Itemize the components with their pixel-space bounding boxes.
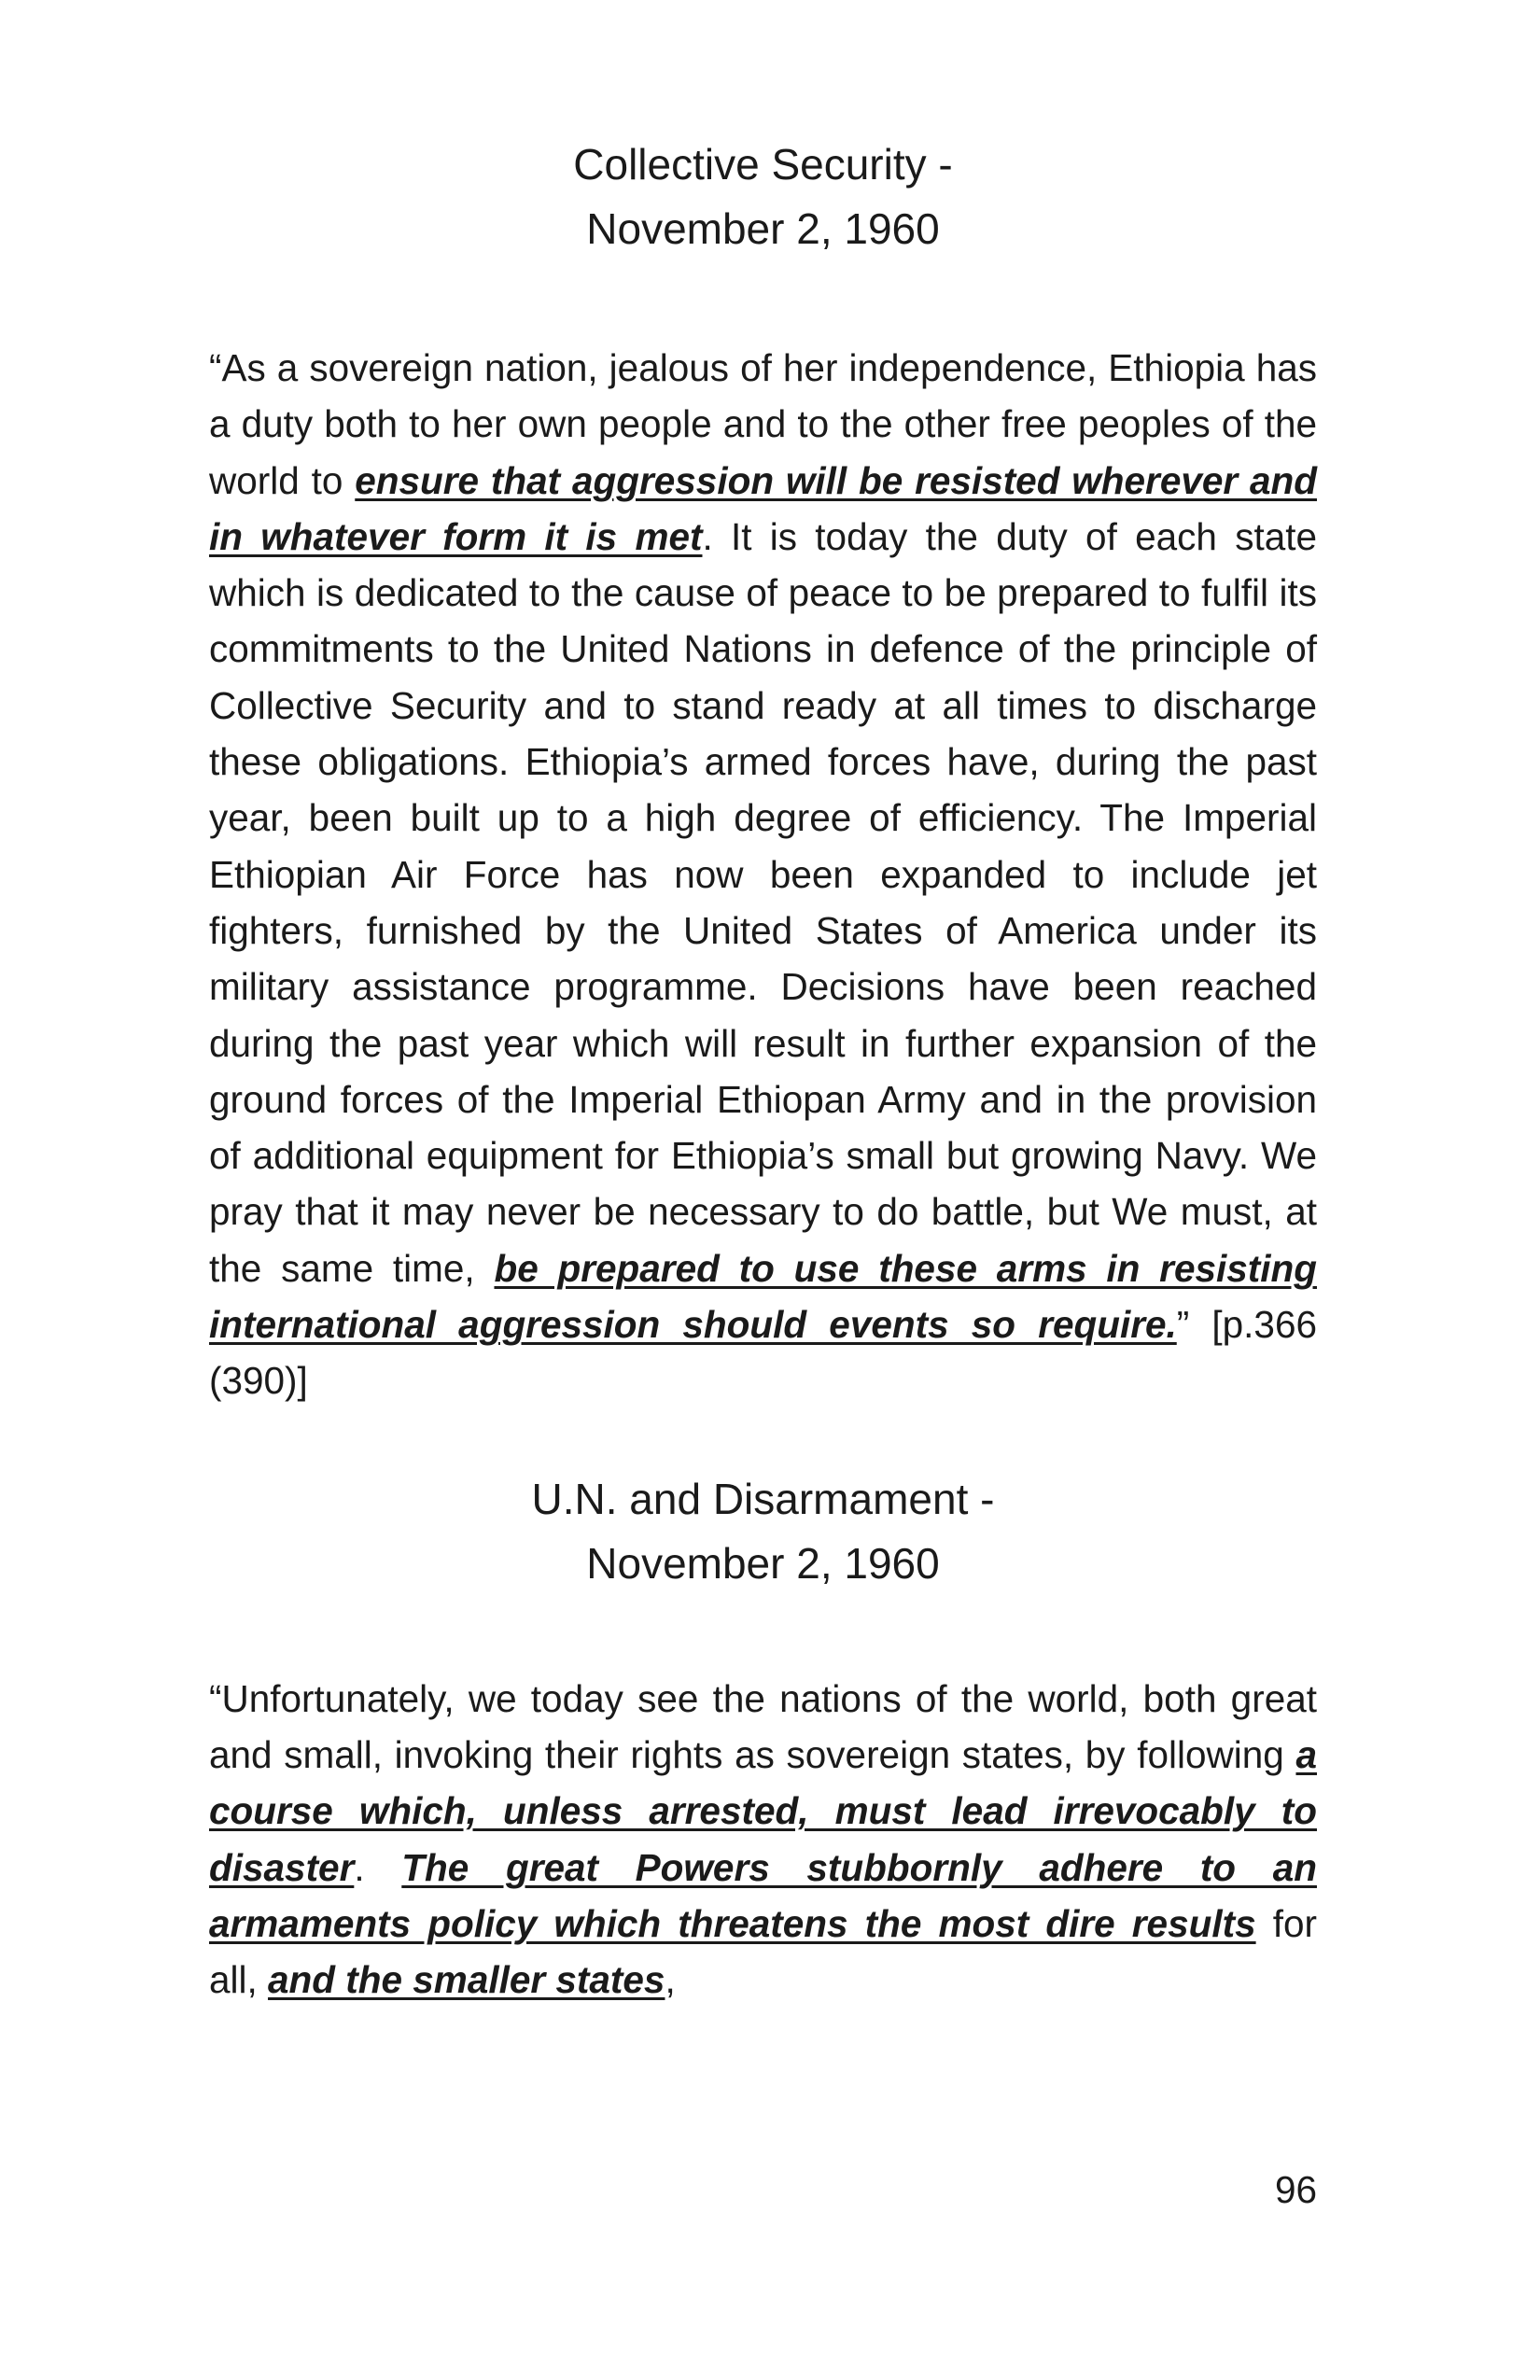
heading-date: November 2, 1960 bbox=[586, 204, 940, 253]
heading-title: Collective Security - bbox=[573, 140, 953, 189]
quote-paragraph-collective-security bbox=[209, 340, 1317, 1409]
emphasized-quote-text: be prepared to use these arms in resisting international aggression should events so require. bbox=[209, 1246, 1317, 1347]
emphasized-quote-text: and the smaller states bbox=[268, 1958, 665, 2002]
quote-paragraph-un-disarmament bbox=[209, 1671, 1317, 2009]
quote-citation: ” [p.366 (390)] bbox=[209, 1303, 1317, 1403]
section-heading-collective-security bbox=[209, 133, 1317, 261]
quote-text: . It is today the duty of each state which is dedicated to the cause of peace to be prepared to fulfil its commitments to the United Nations in defence of the principle of Collective Security and to stand ready at all times to discharge these obligations. Ethiopia’s armed forces have, during the past year, been built up to a high degree of efficiency. The Imperial Ethiopian Air Force has now been expanded to include jet fighters, furnished by the United States of America under its military assistance programme. Decisions have been reached during the past year which will result in further expansion of the ground forces of the Imperial Ethiopan Army and in the provision of additional equipment for Ethiopia’s small but growing Navy. We pray that it may never be necessary to do battle, but We must, at the same time, bbox=[209, 514, 1317, 1290]
emphasized-quote-text: The great Powers stubbornly adhere to an armaments policy which threatens the most dire results bbox=[209, 1845, 1317, 1945]
heading-date: November 2, 1960 bbox=[586, 1538, 940, 1588]
quote-text: , bbox=[665, 1958, 676, 2002]
section-heading-un-disarmament bbox=[209, 1467, 1317, 1596]
page-number: 96 bbox=[1274, 2168, 1317, 2211]
emphasized-quote-text: ensure that aggression will be resisted wherever and in whatever form it is met bbox=[209, 458, 1317, 558]
emphasized-quote-text: a course which, unless arrested, must lead irrevocably to disaster bbox=[209, 1732, 1317, 1889]
quote-text: for all, bbox=[209, 1901, 1317, 2002]
quote-text: . bbox=[354, 1845, 402, 1889]
page-body bbox=[209, 133, 1317, 2008]
heading-title: U.N. and Disarmament - bbox=[531, 1474, 995, 1523]
quote-text: “Unfortunately, we today see the nations of the world, both great and small, invoking their rights as sovereign states, by following bbox=[209, 1676, 1317, 1776]
quote-text: “As a sovereign nation, jealous of her independence, Ethiopia has a duty both to her own people and to the other free peoples of the world to bbox=[209, 346, 1317, 502]
